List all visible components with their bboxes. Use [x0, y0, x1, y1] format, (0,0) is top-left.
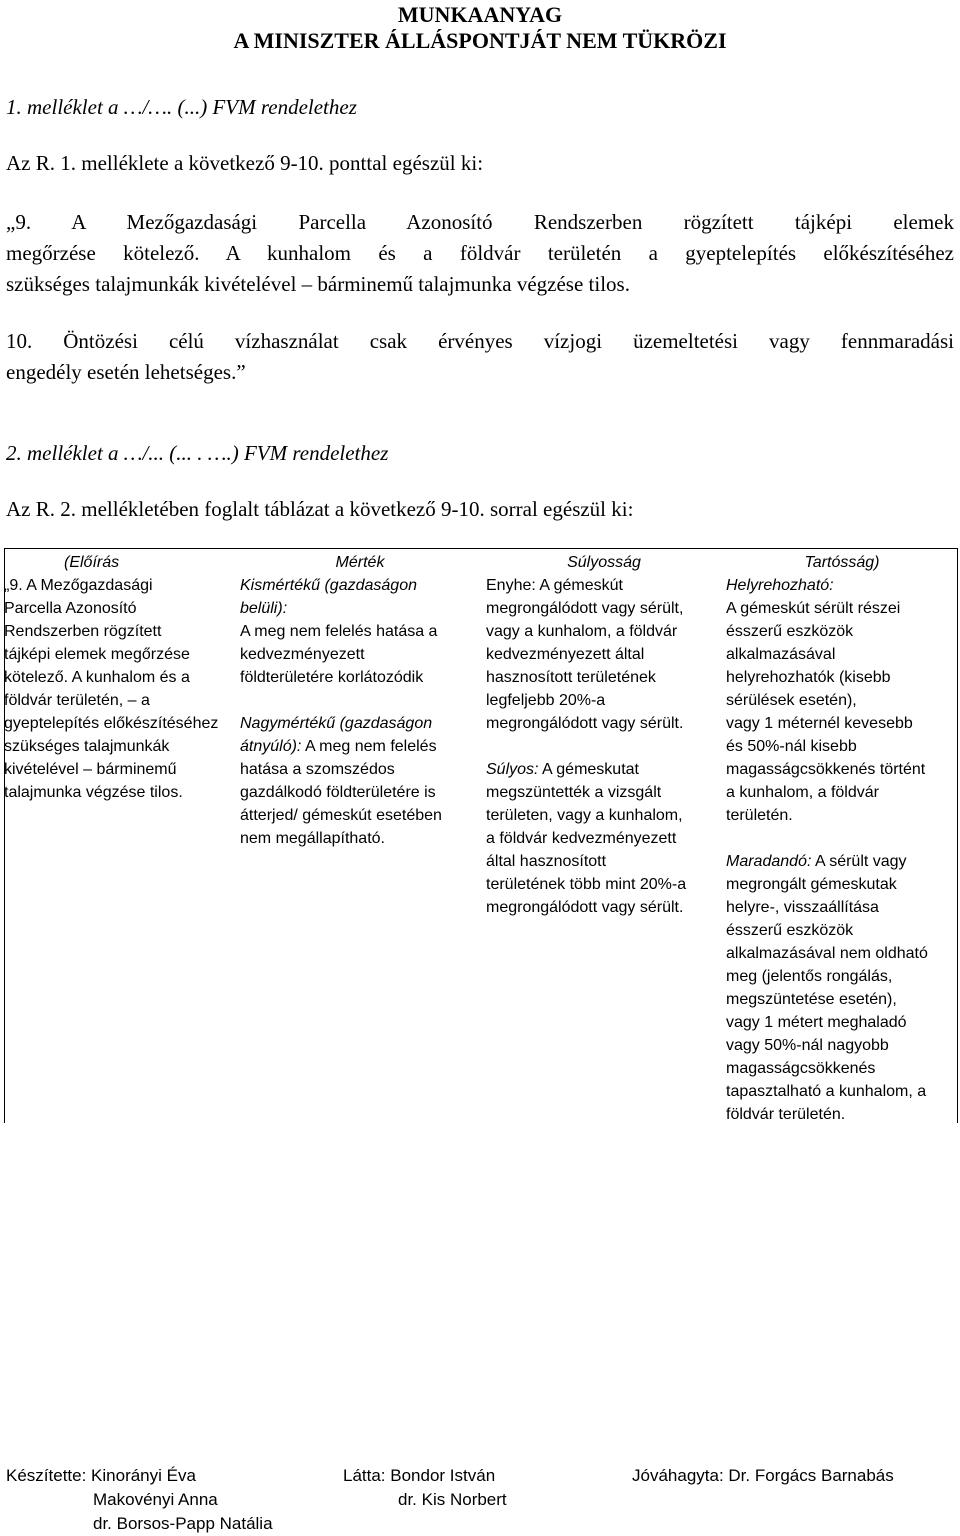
watermark-subtitle: A MINISZTER ÁLLÁSPONTJÁT NEM TÜKRÖZI	[233, 28, 727, 53]
table-col-extent	[240, 551, 480, 850]
table-cell-line	[726, 850, 958, 873]
table-col-severity	[486, 551, 722, 919]
table-cell-italic: Súlyos:	[486, 761, 539, 778]
table-cell-line: sérülések esetén),	[726, 692, 857, 709]
col-header-duration: Tartósság)	[804, 554, 880, 571]
table-cell-line: nem megállapítható.	[240, 830, 385, 847]
table-cell-line: a földvár kedvezményezett	[486, 830, 677, 847]
table-cell-line: meg (jelentős rongálás,	[726, 968, 893, 985]
table-cell-line: földvár területén, – a	[4, 692, 150, 709]
table-cell-line: vagy 1 métert meghaladó	[726, 1014, 907, 1031]
annex2-title: 2. melléklet a …/... (... . ….) FVM rendelethez	[6, 441, 389, 465]
footer-prepared-by-3: dr. Borsos-Papp Natália	[93, 1514, 273, 1533]
table-cell-line: területen, vagy a kunhalom,	[486, 807, 683, 824]
table-cell-line: ésszerű eszközök	[726, 922, 854, 939]
col-header-requirement: (Előírás	[64, 554, 120, 571]
annex1-intro: Az R. 1. melléklete a következő 9-10. ponttal egészül ki:	[6, 151, 484, 175]
table-cell-line: megrongált gémeskutak	[726, 876, 897, 893]
table-cell-line: tájképi elemek megőrzése	[4, 646, 190, 663]
table-cell-line	[486, 758, 722, 781]
table-cell-line: Kismértékű (gazdaságon	[240, 577, 417, 594]
table-cell-line: és 50%-nál kisebb	[726, 738, 857, 755]
table-col-requirement	[4, 551, 236, 804]
table-cell-line: ésszerű eszközök	[726, 623, 854, 640]
table-cell-line: kedvezményezett	[240, 646, 365, 663]
para9-line2: megőrzése kötelező. A kunhalom és a földvár területén a gyeptelepítés előkészítéséhez	[6, 241, 954, 265]
footer-prepared-by: Készítette: Kinorányi Éva	[6, 1466, 196, 1485]
table-cell-line: tapasztalható a kunhalom, a	[726, 1083, 927, 1100]
table-cell-line: hasznosított területének	[486, 669, 656, 686]
footer-seen-by-2: dr. Kis Norbert	[398, 1490, 507, 1509]
table-cell-line: Helyrehozható:	[726, 577, 834, 594]
table-cell-line: megszüntették a vizsgált	[486, 784, 662, 801]
table-cell-line: megrongálódott vagy sérült.	[486, 899, 684, 916]
table-cell-line: helyrehozhatók (kisebb	[726, 669, 891, 686]
table-cell-line: gazdálkodó földterületére is	[240, 784, 436, 801]
table-cell-line: A gémeskút sérült részei	[726, 600, 901, 617]
table-cell-line: Enyhe: A gémeskút	[486, 577, 623, 594]
table-cell-line: által hasznosított	[486, 853, 607, 870]
table-cell-rest: A gémeskutat	[538, 761, 639, 778]
table-cell-line: megrongálódott vagy sérült,	[486, 600, 684, 617]
table-col-duration	[726, 551, 958, 1126]
table-cell-line: Nagymértékű (gazdaságon	[240, 715, 433, 732]
footer-prepared-by-2: Makovényi Anna	[93, 1490, 218, 1509]
table-cell-line: területének több mint 20%-a	[486, 876, 687, 893]
table-cell-line: „9. A Mezőgazdasági	[4, 577, 153, 594]
table-cell-line: alkalmazásával	[726, 646, 836, 663]
table-cell-line: Rendszerben rögzített	[4, 623, 162, 640]
footer-approved-by: Jóváhagyta: Dr. Forgács Barnabás	[632, 1466, 894, 1485]
footer-seen-by: Látta: Bondor István	[343, 1466, 496, 1485]
table-cell-rest: A sérült vagy	[811, 853, 907, 870]
table-cell-line	[240, 735, 480, 758]
table-cell-line: szükséges talajmunkák	[4, 738, 170, 755]
col-header-extent: Mérték	[335, 554, 385, 571]
table-cell-line: Parcella Azonosító	[4, 600, 137, 617]
requirements-table	[4, 548, 958, 1123]
watermark-title: MUNKAANYAG	[397, 2, 563, 27]
table-cell-line: földvár területén.	[726, 1106, 846, 1123]
table-cell-line: kivételével – bárminemű	[4, 761, 177, 778]
table-cell-line: A meg nem felelés hatása a	[240, 623, 438, 640]
table-cell-line: helyre-, visszaállítása	[726, 899, 879, 916]
table-cell-line: legfeljebb 20%-a	[486, 692, 606, 709]
para9-line3: szükséges talajmunkák kivételével – bárminemű talajmunka végzése tilos.	[6, 272, 630, 296]
para10-line1: 10. Öntözési célú vízhasználat csak érvényes vízjogi üzemeltetési vagy fennmaradási	[6, 329, 954, 353]
annex1-title: 1. melléklet a …/…. (...) FVM rendelethez	[6, 95, 357, 119]
table-cell-line: megrongálódott vagy sérült.	[486, 715, 684, 732]
table-cell-line: talajmunka végzése tilos.	[4, 784, 183, 801]
table-cell-italic: átnyúló):	[240, 738, 302, 755]
table-cell-italic: Maradandó:	[726, 853, 812, 870]
table-cell-line: magasságcsökkenés	[726, 1060, 876, 1077]
table-cell-line: alkalmazásával nem oldható	[726, 945, 928, 962]
table-cell-line: kedvezményezett által	[486, 646, 645, 663]
table-cell-line: területén.	[726, 807, 793, 824]
table-cell-line: földterületére korlátozódik	[240, 669, 424, 686]
table-cell-line: kötelező. A kunhalom és a	[4, 669, 190, 686]
para9-line1: „9. A Mezőgazdasági Parcella Azonosító Rendszerben rögzített tájképi elemek	[6, 210, 954, 234]
table-cell-line: megszüntetése esetén),	[726, 991, 897, 1008]
table-cell-line: magasságcsökkenés történt	[726, 761, 926, 778]
table-cell-line: vagy 1 méternél kevesebb	[726, 715, 913, 732]
table-cell-line: vagy a kunhalom, a földvár	[486, 623, 678, 640]
para10-line2: engedély esetén lehetséges.”	[6, 360, 246, 384]
table-cell-line: gyeptelepítés előkészítéséhez	[4, 715, 219, 732]
col-header-severity: Súlyosság	[567, 554, 641, 571]
table-cell-line: vagy 50%-nál nagyobb	[726, 1037, 889, 1054]
annex2-intro: Az R. 2. mellékletében foglalt táblázat a következő 9-10. sorral egészül ki:	[6, 497, 634, 521]
table-cell-line: átterjed/ gémeskút esetében	[240, 807, 442, 824]
table-cell-rest: A meg nem felelés	[301, 738, 437, 755]
table-cell-line: belüli):	[240, 600, 288, 617]
table-cell-line: a kunhalom, a földvár	[726, 784, 879, 801]
table-cell-line: hatása a szomszédos	[240, 761, 395, 778]
